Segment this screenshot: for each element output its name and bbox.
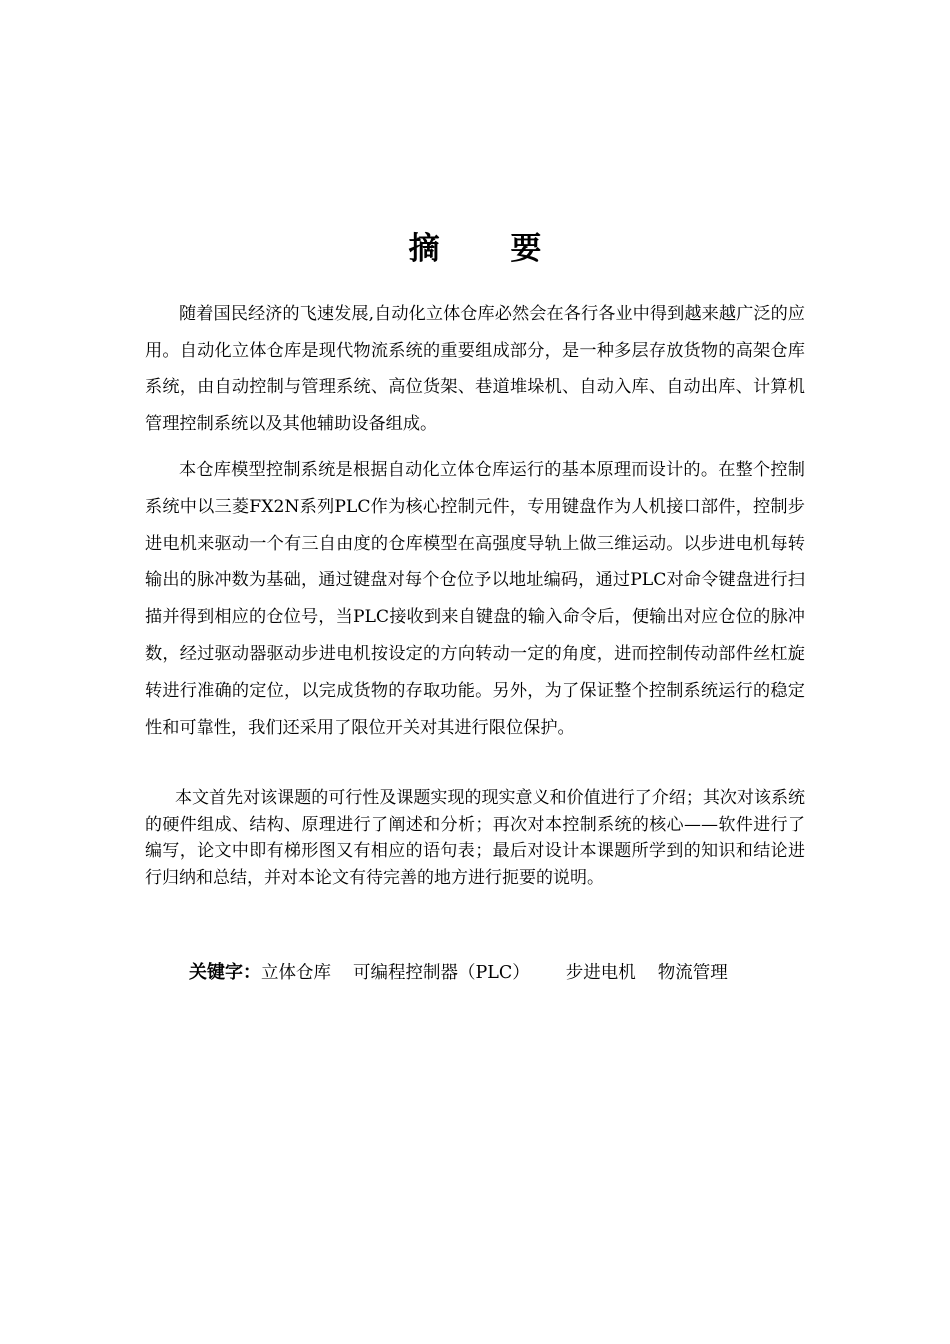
keyword-item: 可编程控制器（PLC） [353, 963, 530, 983]
abstract-paragraph-2: 本仓库模型控制系统是根据自动化立体仓库运行的基本原理而设计的。在整个控制系统中以三菱FX2N系列PLC作为核心控制元件，专用键盘作为人机接口部件，控制步进电机来驱动一个有三自由度的仓库模型在高强度导轨上做三维运动。以步进电机每转输出的脉冲数为基础，通过键盘对每个仓位予以地址编码，通过PLC对命令键盘进行扫描并得到相应的仓位号，当PLC接收到来自键盘的输入命令后，便输出对应仓位的脉冲数，经过驱动器驱动步进电机按设定的方向转动一定的角度，进而控制传动部件丝杠旋转进行准确的定位，以完成货物的存取功能。另外，为了保证整个控制系统运行的稳定性和可靠性，我们还采用了限位开关对其进行限位保护。 [145, 460, 805, 738]
keywords-line [189, 958, 809, 988]
keyword-item: 物流管理 [657, 963, 728, 983]
keyword-item: 步进电机 [565, 963, 636, 983]
abstract-paragraph-3: 本文首先对该课题的可行性及课题实现的现实意义和价值进行了介绍；其次对该系统的硬件组成、结构、原理进行了阐述和分析；再次对本控制系统的核心——软件进行了编写，论文中即有梯形图又有相应的语句表；最后对设计本课题所学到的知识和结论进行归纳和总结，并对本论文有待完善的地方进行扼要的说明。 [145, 788, 805, 888]
abstract-paragraph-1: 随着国民经济的飞速发展,自动化立体仓库必然会在各行各业中得到越来越广泛的应用。自动化立体仓库是现代物流系统的重要组成部分，是一种多层存放货物的高架仓库系统，由自动控制与管理系统、高位货架、巷道堆垛机、自动入库、自动出库、计算机管理控制系统以及其他辅助设备组成。 [145, 304, 805, 434]
keywords-label: 关键字： [189, 962, 261, 983]
abstract-title: 摘 要 [408, 231, 572, 267]
keyword-item: 立体仓库 [261, 963, 331, 983]
